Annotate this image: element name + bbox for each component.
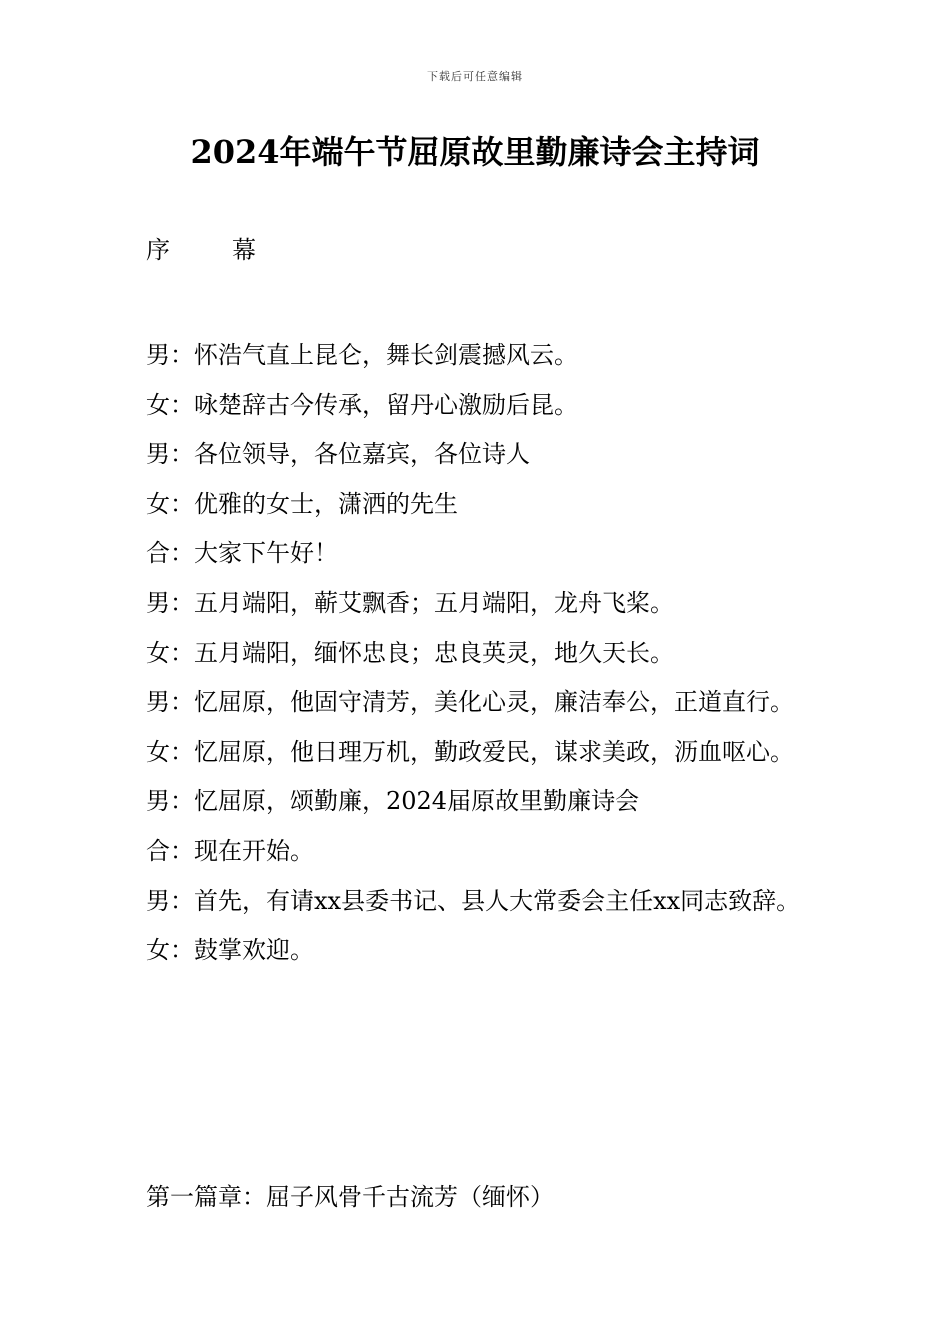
header-note: 下载后可任意编辑 <box>427 70 523 83</box>
chapter-heading: 第一篇章：屈子风骨千古流芳（缅怀） <box>146 1183 554 1211</box>
script-line-5: 合：大家下午好！ <box>146 539 338 568</box>
script-lines <box>146 331 810 976</box>
script-line-6: 男：五月端阳，蕲艾飘香；五月端阳，龙舟飞桨。 <box>146 588 674 617</box>
script-line-12: 男：首先，有请xx县委书记、县人大常委会主任xx同志致辞。 <box>146 886 801 915</box>
document-title: 2024年端午节屈原故里勤廉诗会主持词 <box>190 133 760 171</box>
script-line-9: 女：忆屈原，他日理万机，勤政爱民，谋求美政，沥血呕心。 <box>146 737 794 766</box>
script-line-1: 男：怀浩气直上昆仑，舞长剑震撼风云。 <box>146 341 578 369</box>
prologue-char-1: 序 <box>146 236 170 264</box>
prologue-char-2: 幕 <box>232 236 256 264</box>
prologue-heading <box>146 232 256 268</box>
script-line-13: 女：鼓掌欢迎。 <box>146 936 314 965</box>
script-line-7: 女：五月端阳，缅怀忠良；忠良英灵，地久天长。 <box>146 638 674 667</box>
script-line-10: 男：忆屈原，颂勤廉，2024届原故里勤廉诗会 <box>146 787 640 816</box>
script-line-4: 女：优雅的女士，潇洒的先生 <box>146 489 458 518</box>
script-line-2: 女：咏楚辞古今传承，留丹心激励后昆。 <box>146 390 578 419</box>
script-line-8: 男：忆屈原，他固守清芳，美化心灵，廉洁奉公，正道直行。 <box>146 688 794 717</box>
script-line-3: 男：各位领导，各位嘉宾，各位诗人 <box>146 440 530 469</box>
script-line-11: 合：现在开始。 <box>146 836 314 865</box>
